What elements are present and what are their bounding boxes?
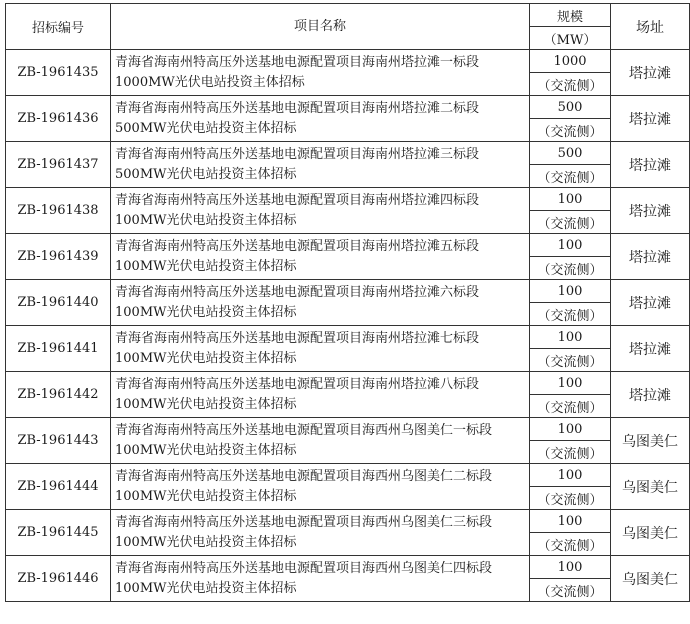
- ac-side-cell: （交流侧）: [530, 73, 611, 96]
- bid-id-cell: ZB-1961436: [6, 96, 111, 142]
- bid-id-cell: ZB-1961438: [6, 188, 111, 234]
- site-cell: 塔拉滩: [611, 326, 690, 372]
- table-row: [6, 142, 690, 165]
- project-name-line-1: 青海省海南州特高压外送基地电源配置项目海南州塔拉滩七标段: [115, 330, 480, 346]
- ac-side-cell: （交流侧）: [530, 165, 611, 188]
- project-name-cell: [111, 464, 530, 510]
- site-cell: 塔拉滩: [611, 234, 690, 280]
- capacity-mw-cell: 100: [530, 234, 611, 257]
- project-name-line-1: 青海省海南州特高压外送基地电源配置项目海南州塔拉滩一标段: [115, 54, 480, 70]
- bid-id-cell: ZB-1961443: [6, 418, 111, 464]
- table-row: [6, 372, 690, 395]
- project-name-line-1: 青海省海南州特高压外送基地电源配置项目海西州乌图美仁一标段: [115, 422, 493, 438]
- project-name-cell: [111, 372, 530, 418]
- ac-side-cell: （交流侧）: [530, 119, 611, 142]
- project-name-line-1: 青海省海南州特高压外送基地电源配置项目海南州塔拉滩二标段: [115, 100, 480, 116]
- project-name-line-2: 500MW光伏电站投资主体招标: [115, 120, 297, 136]
- ac-side-cell: （交流侧）: [530, 487, 611, 510]
- table-row: [6, 510, 690, 533]
- site-cell: 塔拉滩: [611, 188, 690, 234]
- site-cell: 塔拉滩: [611, 50, 690, 96]
- header-row-top: [6, 4, 690, 27]
- project-name-cell: [111, 142, 530, 188]
- bid-id-cell: ZB-1961440: [6, 280, 111, 326]
- ac-side-cell: （交流侧）: [530, 441, 611, 464]
- project-name-cell: [111, 510, 530, 556]
- project-name-line-2: 100MW光伏电站投资主体招标: [115, 212, 297, 228]
- ac-side-cell: （交流侧）: [530, 303, 611, 326]
- site-cell: 塔拉滩: [611, 280, 690, 326]
- project-name-line-2: 100MW光伏电站投资主体招标: [115, 488, 297, 504]
- project-name-line-1: 青海省海南州特高压外送基地电源配置项目海南州塔拉滩六标段: [115, 284, 480, 300]
- project-name-cell: [111, 326, 530, 372]
- site-cell: 乌图美仁: [611, 510, 690, 556]
- header-scale-unit: （MW）: [530, 27, 611, 50]
- capacity-mw-cell: 100: [530, 556, 611, 579]
- project-name-cell: [111, 188, 530, 234]
- bid-id-cell: ZB-1961444: [6, 464, 111, 510]
- project-name-line-2: 100MW光伏电站投资主体招标: [115, 442, 297, 458]
- capacity-mw-cell: 100: [530, 464, 611, 487]
- project-name-line-2: 100MW光伏电站投资主体招标: [115, 350, 297, 366]
- capacity-mw-cell: 100: [530, 188, 611, 211]
- project-name-line-1: 青海省海南州特高压外送基地电源配置项目海南州塔拉滩三标段: [115, 146, 480, 162]
- table-row: [6, 96, 690, 119]
- table-row: [6, 50, 690, 73]
- capacity-mw-cell: 100: [530, 280, 611, 303]
- table-body: [6, 50, 690, 602]
- ac-side-cell: （交流侧）: [530, 579, 611, 602]
- capacity-mw-cell: 100: [530, 326, 611, 349]
- site-cell: 乌图美仁: [611, 464, 690, 510]
- project-name-cell: [111, 50, 530, 96]
- header-site: 场址: [611, 4, 690, 50]
- capacity-mw-cell: 100: [530, 372, 611, 395]
- ac-side-cell: （交流侧）: [530, 395, 611, 418]
- project-name-line-1: 青海省海南州特高压外送基地电源配置项目海南州塔拉滩八标段: [115, 376, 480, 392]
- header-project-name: 项目名称: [111, 4, 530, 50]
- table-row: [6, 418, 690, 441]
- ac-side-cell: （交流侧）: [530, 211, 611, 234]
- project-name-line-2: 100MW光伏电站投资主体招标: [115, 534, 297, 550]
- project-name-line-2: 100MW光伏电站投资主体招标: [115, 580, 297, 596]
- site-cell: 塔拉滩: [611, 96, 690, 142]
- project-name-cell: [111, 556, 530, 602]
- project-name-cell: [111, 418, 530, 464]
- bid-id-cell: ZB-1961442: [6, 372, 111, 418]
- table-row: [6, 556, 690, 579]
- project-name-line-1: 青海省海南州特高压外送基地电源配置项目海南州塔拉滩四标段: [115, 192, 480, 208]
- capacity-mw-cell: 500: [530, 142, 611, 165]
- site-cell: 塔拉滩: [611, 372, 690, 418]
- table-row: [6, 188, 690, 211]
- bid-id-cell: ZB-1961441: [6, 326, 111, 372]
- table-row: [6, 464, 690, 487]
- project-name-line-2: 100MW光伏电站投资主体招标: [115, 304, 297, 320]
- capacity-mw-cell: 500: [530, 96, 611, 119]
- project-name-cell: [111, 96, 530, 142]
- bid-id-cell: ZB-1961446: [6, 556, 111, 602]
- site-cell: 乌图美仁: [611, 418, 690, 464]
- table-row: [6, 326, 690, 349]
- ac-side-cell: （交流侧）: [530, 257, 611, 280]
- ac-side-cell: （交流侧）: [530, 533, 611, 556]
- header-bid-id: 招标编号: [6, 4, 111, 50]
- capacity-mw-cell: 1000: [530, 50, 611, 73]
- capacity-mw-cell: 100: [530, 418, 611, 441]
- site-cell: 乌图美仁: [611, 556, 690, 602]
- project-name-line-2: 500MW光伏电站投资主体招标: [115, 166, 297, 182]
- header-scale: 规模: [530, 4, 611, 27]
- table-row: [6, 234, 690, 257]
- capacity-mw-cell: 100: [530, 510, 611, 533]
- project-name-line-1: 青海省海南州特高压外送基地电源配置项目海西州乌图美仁二标段: [115, 468, 493, 484]
- project-name-cell: [111, 280, 530, 326]
- project-name-cell: [111, 234, 530, 280]
- project-name-line-1: 青海省海南州特高压外送基地电源配置项目海南州塔拉滩五标段: [115, 238, 480, 254]
- bid-id-cell: ZB-1961439: [6, 234, 111, 280]
- bid-id-cell: ZB-1961435: [6, 50, 111, 96]
- project-name-line-1: 青海省海南州特高压外送基地电源配置项目海西州乌图美仁三标段: [115, 514, 493, 530]
- project-name-line-1: 青海省海南州特高压外送基地电源配置项目海西州乌图美仁四标段: [115, 560, 493, 576]
- project-name-line-2: 100MW光伏电站投资主体招标: [115, 396, 297, 412]
- project-name-line-2: 1000MW光伏电站投资主体招标: [115, 74, 305, 90]
- bid-id-cell: ZB-1961437: [6, 142, 111, 188]
- bid-id-cell: ZB-1961445: [6, 510, 111, 556]
- bid-table: [5, 3, 690, 602]
- ac-side-cell: （交流侧）: [530, 349, 611, 372]
- site-cell: 塔拉滩: [611, 142, 690, 188]
- project-name-line-2: 100MW光伏电站投资主体招标: [115, 258, 297, 274]
- table-row: [6, 280, 690, 303]
